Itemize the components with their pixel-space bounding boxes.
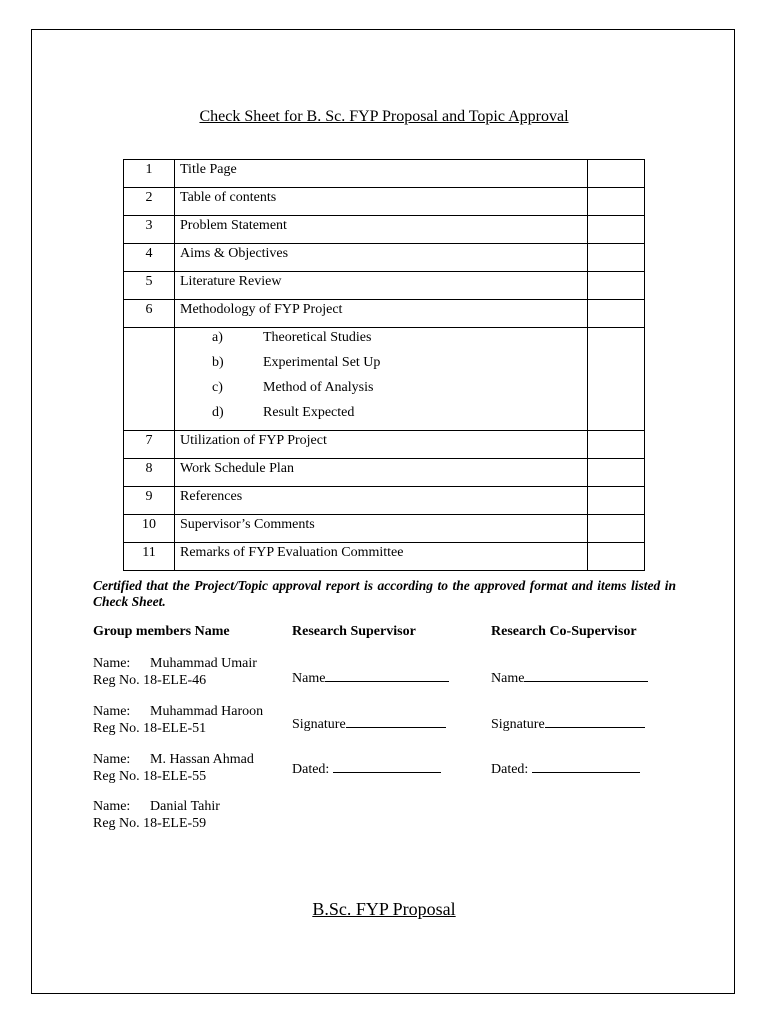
member-name: Muhammad Haroon bbox=[150, 704, 264, 719]
member-name: M. Hassan Ahmad bbox=[150, 752, 254, 767]
table-row bbox=[124, 543, 645, 571]
table-row bbox=[124, 459, 645, 487]
footer-title: B.Sc. FYP Proposal bbox=[312, 899, 456, 919]
row-item: References bbox=[175, 487, 588, 515]
name-blank[interactable] bbox=[524, 669, 648, 682]
row-number: 4 bbox=[124, 244, 175, 272]
sub-letter: a) bbox=[212, 330, 223, 345]
co-supervisor-signature-field[interactable] bbox=[491, 715, 645, 733]
co-supervisor-dated-field[interactable] bbox=[491, 760, 640, 778]
sub-letter: b) bbox=[212, 355, 224, 370]
name-label: Name: bbox=[93, 752, 131, 767]
check-cell[interactable] bbox=[588, 300, 645, 328]
members-header: Group members Name bbox=[93, 624, 230, 639]
row-item: Work Schedule Plan bbox=[175, 459, 588, 487]
signature-blank[interactable] bbox=[346, 715, 446, 728]
row-number: 2 bbox=[124, 188, 175, 216]
list-item bbox=[212, 405, 587, 430]
row-number: 7 bbox=[124, 431, 175, 459]
table-row bbox=[124, 515, 645, 543]
check-cell[interactable] bbox=[588, 487, 645, 515]
check-cell[interactable] bbox=[588, 543, 645, 571]
check-cell[interactable] bbox=[588, 515, 645, 543]
sub-label: Theoretical Studies bbox=[263, 330, 372, 345]
name-field-label: Name bbox=[491, 671, 525, 686]
table-row bbox=[124, 188, 645, 216]
check-cell[interactable] bbox=[588, 244, 645, 272]
methodology-subitems bbox=[175, 328, 588, 431]
dated-blank[interactable] bbox=[532, 760, 640, 773]
row-item: Problem Statement bbox=[175, 216, 588, 244]
sub-label: Method of Analysis bbox=[263, 380, 374, 395]
check-cell[interactable] bbox=[588, 272, 645, 300]
methodology-subitems-row bbox=[124, 328, 645, 431]
reg-label: Reg No. bbox=[93, 816, 140, 831]
row-number: 8 bbox=[124, 459, 175, 487]
row-number: 10 bbox=[124, 515, 175, 543]
list-item bbox=[212, 380, 587, 405]
row-item: Aims & Objectives bbox=[175, 244, 588, 272]
table-row bbox=[124, 244, 645, 272]
reg-label: Reg No. bbox=[93, 721, 140, 736]
member-entry bbox=[93, 655, 257, 689]
row-number-empty bbox=[124, 328, 175, 431]
check-cell[interactable] bbox=[588, 188, 645, 216]
signature-field-label: Signature bbox=[491, 717, 545, 732]
supervisor-dated-field[interactable] bbox=[292, 760, 441, 778]
name-label: Name: bbox=[93, 656, 131, 671]
row-item: Literature Review bbox=[175, 272, 588, 300]
supervisor-header: Research Supervisor bbox=[292, 624, 416, 639]
checklist-table bbox=[123, 159, 645, 571]
table-row bbox=[124, 300, 645, 328]
sub-label: Experimental Set Up bbox=[263, 355, 381, 370]
dated-field-label: Dated: bbox=[292, 762, 330, 777]
list-item bbox=[212, 330, 587, 355]
member-reg: 18-ELE-51 bbox=[143, 721, 207, 736]
member-reg: 18-ELE-59 bbox=[143, 816, 207, 831]
row-item: Utilization of FYP Project bbox=[175, 431, 588, 459]
co-supervisor-header: Research Co-Supervisor bbox=[491, 624, 637, 639]
sub-letter: d) bbox=[212, 405, 224, 420]
table-row bbox=[124, 216, 645, 244]
member-reg: 18-ELE-46 bbox=[143, 673, 207, 688]
check-cell[interactable] bbox=[588, 459, 645, 487]
supervisor-signature-field[interactable] bbox=[292, 715, 446, 733]
row-number: 5 bbox=[124, 272, 175, 300]
check-cell[interactable] bbox=[588, 216, 645, 244]
member-name: Muhammad Umair bbox=[150, 656, 257, 671]
member-name: Danial Tahir bbox=[150, 799, 220, 814]
member-entry bbox=[93, 751, 254, 785]
sub-letter: c) bbox=[212, 380, 223, 395]
table-row bbox=[124, 160, 645, 188]
check-cell[interactable] bbox=[588, 328, 645, 431]
name-field-label: Name bbox=[292, 671, 326, 686]
supervisor-name-field[interactable] bbox=[292, 669, 449, 687]
row-number: 11 bbox=[124, 543, 175, 571]
sub-label: Result Expected bbox=[263, 405, 355, 420]
check-cell[interactable] bbox=[588, 160, 645, 188]
check-cell[interactable] bbox=[588, 431, 645, 459]
member-reg: 18-ELE-55 bbox=[143, 769, 207, 784]
list-item bbox=[212, 355, 587, 380]
name-label: Name: bbox=[93, 799, 131, 814]
signature-blank[interactable] bbox=[545, 715, 645, 728]
row-item: Supervisor’s Comments bbox=[175, 515, 588, 543]
table-row bbox=[124, 272, 645, 300]
name-blank[interactable] bbox=[325, 669, 449, 682]
row-number: 9 bbox=[124, 487, 175, 515]
table-row bbox=[124, 487, 645, 515]
certification-text: Certified that the Project/Topic approval report is according to the approved format and items listed in Check Sheet. bbox=[93, 578, 676, 609]
table-row bbox=[124, 431, 645, 459]
page-title: Check Sheet for B. Sc. FYP Proposal and Topic Approval bbox=[199, 108, 569, 125]
co-supervisor-name-field[interactable] bbox=[491, 669, 648, 687]
name-label: Name: bbox=[93, 704, 131, 719]
dated-field-label: Dated: bbox=[491, 762, 529, 777]
row-number: 1 bbox=[124, 160, 175, 188]
row-item: Methodology of FYP Project bbox=[175, 300, 588, 328]
row-item: Remarks of FYP Evaluation Committee bbox=[175, 543, 588, 571]
dated-blank[interactable] bbox=[333, 760, 441, 773]
member-entry bbox=[93, 703, 263, 737]
row-number: 3 bbox=[124, 216, 175, 244]
reg-label: Reg No. bbox=[93, 769, 140, 784]
row-item: Table of contents bbox=[175, 188, 588, 216]
signature-field-label: Signature bbox=[292, 717, 346, 732]
row-item: Title Page bbox=[175, 160, 588, 188]
row-number: 6 bbox=[124, 300, 175, 328]
member-entry bbox=[93, 798, 220, 832]
reg-label: Reg No. bbox=[93, 673, 140, 688]
